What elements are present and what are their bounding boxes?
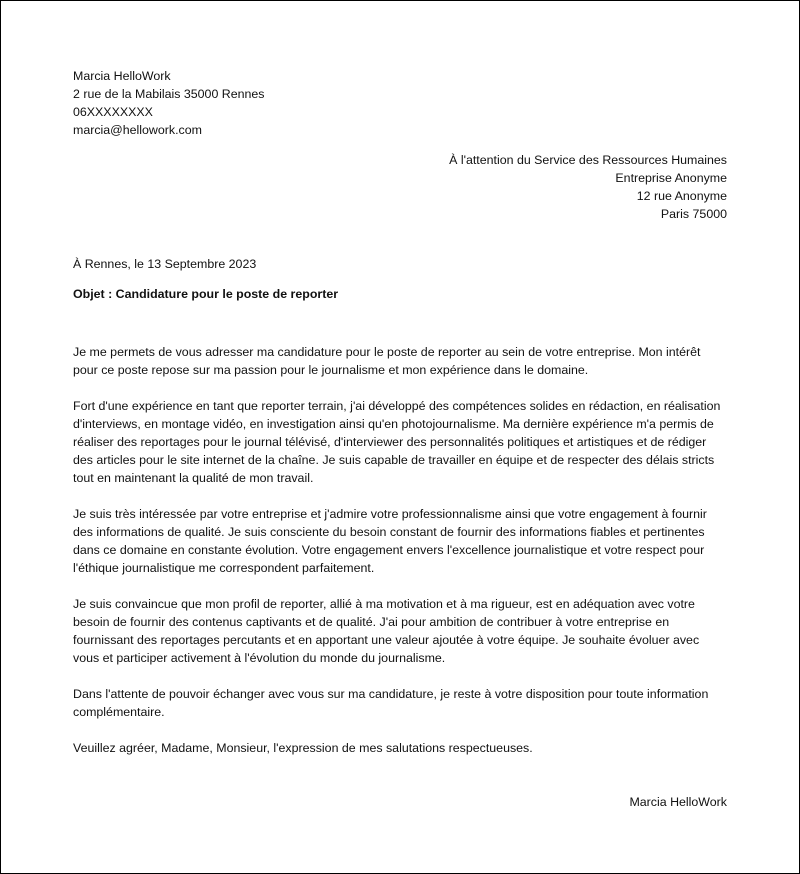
sender-email: marcia@hellowork.com (73, 123, 202, 137)
recipient-company: Entreprise Anonyme (615, 171, 727, 185)
date-line: À Rennes, le 13 Septembre 2023 (73, 257, 257, 271)
subject-line: Objet : Candidature pour le poste de reporter (73, 287, 339, 301)
body-paragraph-4: Je suis convaincue que mon profil de reporter, allié à ma motivation et à ma rigueur, est en adéquation avec votre besoin de fournir des contenus captivants et de qualité. J'ai pour ambition de contribuer à votre entreprise en fournissant des reportages percutants et en apportant une valeur ajoutée à votre équipe. Je souhaite évoluer avec vous et participer activement à l'évolution du monde du journalisme. (73, 597, 700, 665)
sender-phone: 06XXXXXXXX (73, 105, 153, 119)
body-paragraph-1: Je me permets de vous adresser ma candidature pour le poste de reporter au sein de votre entreprise. Mon intérêt pour ce poste repose sur ma passion pour le journalisme et mon expérience dans le domaine. (73, 345, 701, 377)
sender-address: 2 rue de la Mabilais 35000 Rennes (73, 87, 265, 101)
body-paragraph-3: Je suis très intéressée par votre entreprise et j'admire votre professionnalisme ainsi que votre engagement à fournir des informations de qualité. Je suis consciente du besoin constant de fournir des informations fiables et pertinentes dans ce domaine en constante évolution. Votre engagement envers l'excellence journalistique et votre respect pour l'éthique journalistique me correspondent parfaitement. (73, 507, 707, 575)
closing-paragraph: Veuillez agréer, Madame, Monsieur, l'expression de mes salutations respectueuses. (73, 741, 533, 755)
recipient-street: 12 rue Anonyme (636, 189, 727, 203)
body-paragraph-2: Fort d'une expérience en tant que reporter terrain, j'ai développé des compétences solides en rédaction, en réalisation d'interviews, en montage vidéo, en investigation ainsi qu'en photojournalisme. Ma dernière expérience m'a permis de réaliser des reportages pour le journal télévisé, d'interviewer des personnalités politiques et artistiques et de rédiger des articles pour le site internet de la chaîne. Je suis capable de travailler en équipe et de respecter des délais stricts tout en maintenant la qualité de mon travail. (73, 399, 721, 485)
recipient-attention: À l'attention du Service des Ressources Humaines (449, 153, 727, 167)
recipient-block (449, 151, 727, 223)
signature: Marcia HelloWork (629, 795, 727, 809)
body-paragraph-5: Dans l'attente de pouvoir échanger avec vous sur ma candidature, je reste à votre disposition pour toute information complémentaire. (73, 687, 709, 719)
recipient-city: Paris 75000 (660, 207, 727, 221)
sender-name: Marcia HelloWork (73, 69, 171, 83)
letter-body (73, 343, 728, 775)
sender-block (73, 67, 265, 139)
